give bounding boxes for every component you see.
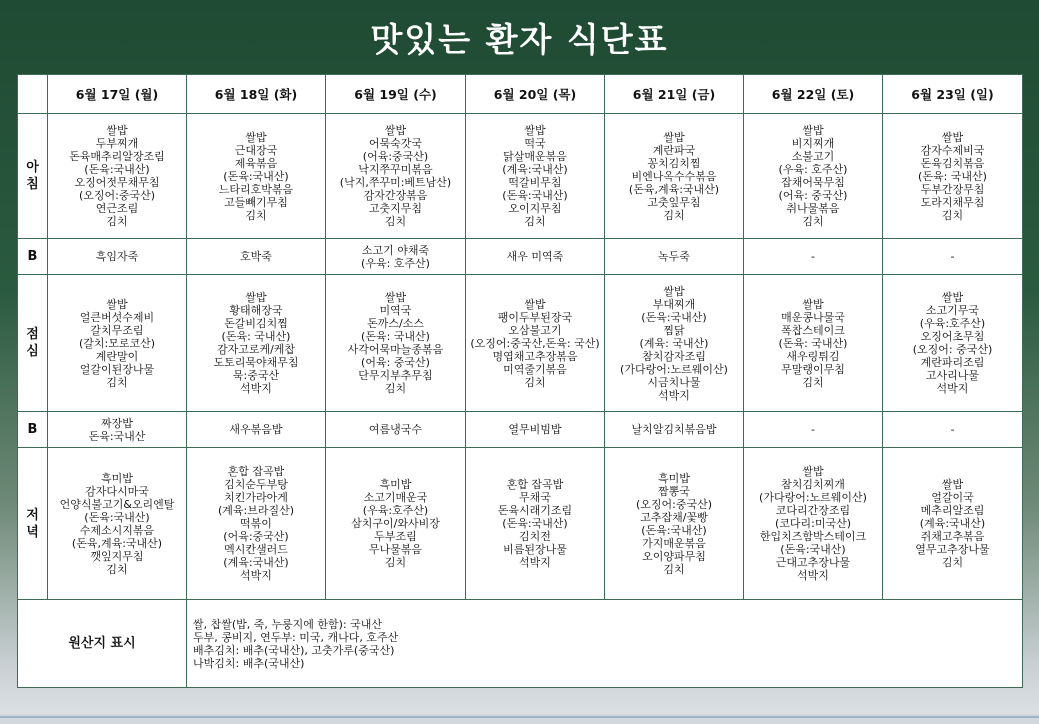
menu-cell [744,114,883,239]
menu-item: 느타리호박볶음 [218,182,294,196]
meal-label-char: 저 [26,507,39,523]
menu-item: 언양식불고기&오리엔탈 [59,497,175,511]
menu-item: 찜닭 [663,323,685,337]
menu-item: 쌀밥 [106,124,128,137]
menu-item: 김치 [524,215,546,228]
menu-item: 계란파리조림 [920,356,985,369]
menu-item: 비엔나옥수수볶음 [631,169,717,183]
menu-item: 계란파국 [652,143,696,157]
menu-item: 감자고로케/케찹 [216,343,296,356]
menu-item: 쌀밥 [106,297,128,311]
menu-cell [744,412,883,448]
origin-line: 쌀, 찹쌀(밥, 죽, 누룽지에 한함): 국내산 [193,617,383,631]
menu-item: 돈갈비김치찜 [224,317,288,330]
origin-line: 나박김치: 배추(국내산) [193,656,305,670]
menu-item: 깻잎지무침 [90,549,144,563]
menu-item: 김치 [384,215,407,228]
menu-cell [883,239,1023,275]
menu-item: 열무비빔밥 [508,423,562,436]
menu-item: 흑미밥 [658,471,690,485]
menu-cell [466,448,605,600]
menu-item: 떡국 [524,137,546,150]
menu-item: (돈육: 국내산) [918,169,987,183]
menu-item: 쌀밥 [245,130,267,144]
menu-cell [326,114,466,239]
menu-item: 미역줄기볶음 [503,362,567,376]
menu-item: 김치전 [519,530,551,543]
menu-item: 감자다시마국 [85,484,149,498]
menu-item: 석박지 [240,382,272,395]
menu-item: 김치 [106,375,128,389]
menu-item: 낙지쭈꾸미볶음 [358,163,433,176]
menu-item: 김치 [802,215,824,228]
menu-item: 오이양파무침 [642,549,706,563]
menu-item: (돈육:국내산) [84,510,150,524]
menu-item: 감자수제비국 [920,143,985,157]
menu-item: 근대고추장나물 [775,556,851,569]
menu-cell [605,239,744,275]
menu-item: 비지찌개 [791,137,835,150]
menu-item: 석박지 [936,382,969,395]
menu-cell [48,114,187,239]
menu-item: 매운콩나물국 [781,310,845,324]
corner-cell [18,75,48,114]
meal-label-char: 침 [26,177,39,192]
menu-item: 폭찹스테이크 [781,323,845,337]
menu-item: 사각어묵마늘종볶음 [347,343,444,356]
menu-item: 오삼불고기 [508,323,562,337]
day-header: 6월 19일 (수) [326,75,466,114]
menu-item: 떡갈비무침 [508,176,562,189]
menu-item: (계육:국내산) [223,556,289,569]
menu-cell [48,412,187,448]
menu-item: 얼갈이된장나물 [79,362,155,376]
menu-item: 김치 [802,375,824,389]
menu-item: 김치 [663,208,685,222]
menu-item: 황태해장국 [229,304,283,317]
menu-item: (돈육: 국내산) [361,330,430,343]
menu-cell [48,275,187,412]
menu-item: 명엽채고추장볶음 [492,349,578,363]
menu-item: 얼큰버섯수제비 [79,310,155,324]
menu-item: (돈육:국내산) [641,310,707,324]
origin-line: 배추김치: 배추(국내산), 고춧가루(중국산) [193,643,395,657]
menu-item: 쌀밥 [663,284,685,298]
menu-item: (오징어:중국산) [78,189,156,202]
menu-item: 제육볶음 [234,156,278,170]
menu-item: 얼갈이국 [931,491,974,504]
menu-item: 도토리묵야채무침 [213,356,299,369]
menu-cell [883,275,1023,412]
menu-item: 두부간장무침 [920,182,985,196]
menu-item: (어육:중국산) [223,530,289,543]
menu-item: (돈육:국내산) [502,189,568,202]
dinner-row [18,448,1023,600]
meal-label-char: 아 [26,160,39,175]
menu-item: 오이지무침 [508,202,562,215]
menu-item: 가지매운볶음 [642,536,706,550]
menu-item: - [950,250,955,263]
menu-item: (가다랑어:노르웨이산) [759,491,867,504]
menu-item: 무채국 [519,491,551,504]
menu-cell [48,239,187,275]
meal-label-char: 녁 [26,524,39,540]
day-header: 6월 20일 (목) [466,75,605,114]
menu-cell [744,275,883,412]
menu-item: 짜장밥 [101,416,133,430]
menu-item: 김치 [663,562,685,576]
menu-item: 짬뽕국 [658,484,690,498]
origin-label-text: 원산지 표시 [68,636,136,651]
menu-item: 꽁치김치찜 [647,156,701,170]
menu-item: (돈육:국내산) [502,517,568,530]
menu-item: 김치 [245,208,267,222]
menu-item: 단무지부추무침 [358,369,433,382]
menu-item: 석박지 [519,556,551,569]
menu-item: - [950,423,955,436]
menu-item: 쌀밥 [941,291,964,304]
menu-item: 무나물볶음 [368,543,423,556]
menu-item: 멕시칸샐러드 [224,543,288,556]
menu-item: (어육:중국산) [362,150,429,163]
menu-cell [466,412,605,448]
menu-item: (오징어:중국산,돈육: 국산) [470,336,600,350]
menu-item: 미역국 [379,304,412,317]
meal-label [18,239,48,275]
menu-item: (계육:국내산) [502,163,568,176]
origin-label [18,600,187,688]
menu-item: (코다리:미국산) [774,517,852,530]
menu-item: 소고기매운국 [363,491,428,504]
menu-item: 돈육:국내산 [88,429,146,443]
menu-item: 수제소시지볶음 [79,523,155,537]
origin-line: 두부, 콩비지, 연두부: 미국, 캐나다, 호주산 [193,630,399,644]
menu-cell [605,448,744,600]
day-header: 6월 21일 (금) [605,75,744,114]
menu-item: 고추잡채/꽃빵 [640,510,708,524]
menu-item: 어묵숙갓국 [368,137,423,150]
menu-item: 메추리알조림 [920,504,985,517]
menu-item: 석박지 [797,569,829,582]
menu-item: 소고기무국 [925,304,980,317]
menu-cell [466,114,605,239]
day-header: 6월 23일 (일) [883,75,1023,114]
menu-item: 한입치즈함박스테이크 [759,530,867,543]
bottom-divider [0,716,1039,718]
menu-item: (가다랑어:노르웨이산) [620,362,728,376]
menu-item: 소고기 야채죽 [361,243,430,257]
meal-label [18,275,48,412]
menu-cell [883,114,1023,239]
menu-item: 흑미밥 [101,471,133,485]
origin-row [18,600,1023,688]
menu-item: 소불고기 [791,150,835,163]
menu-item: 근대장국 [234,143,278,157]
menu-item: 쌀밥 [663,130,685,144]
menu-item: 새우 미역죽 [506,250,564,263]
menu-item: 오징어젓무채무침 [74,176,160,189]
menu-item: 돈육김치볶음 [920,156,985,170]
menu-item: (돈육:국내산) [641,523,707,537]
menu-item: 녹두죽 [658,250,690,263]
menu-item: 시금치나물 [647,375,701,389]
menu-item: 쌀밥 [941,130,964,144]
menu-item: 묵:중국산 [232,369,280,382]
menu-cell [187,448,326,600]
menu-item: 김치 [106,562,128,576]
menu-item: 코다리간장조림 [775,504,851,517]
menu-item: (계육: 국내산) [639,336,709,350]
menu-item: 혼합 잡곡밥 [227,465,285,478]
menu-item: 쌀밥 [941,478,964,491]
menu-cell [187,275,326,412]
menu-cell [326,412,466,448]
menu-item: 김치 [384,382,407,395]
breakfast-row [18,114,1023,239]
menu-item: 돈육시래기조림 [497,504,573,517]
menu-item: 참치김치찌개 [781,478,845,491]
meal-label-char: 점 [26,327,39,342]
day-header: 6월 18일 (화) [187,75,326,114]
menu-item: 쌀밥 [384,291,407,304]
lunch-row [18,275,1023,412]
menu-item: 날치알김치볶음밥 [631,423,717,436]
menu-cell [326,239,466,275]
header-row [18,75,1023,114]
menu-item: (우육: 호주산) [778,163,848,176]
menu-item: (우육:호주산) [919,317,986,330]
menu-item: 돈까스/소스 [367,317,424,330]
menu-item: (우육: 호주산) [361,256,430,270]
menu-item: 쌀밥 [524,124,546,137]
menu-cell [326,275,466,412]
menu-item: 새우볶음밥 [229,423,283,436]
menu-item: 고춧지무침 [368,202,423,215]
menu-cell [187,239,326,275]
menu-item: 김치 [941,208,964,222]
menu-item: 도라지채무침 [920,195,985,209]
menu-item: 취나물볶음 [786,202,840,215]
menu-item: 두부찌개 [95,137,139,150]
menu-item: 무말랭이무침 [781,362,845,376]
menu-item: (돈육:국내산) [84,163,150,176]
menu-item: 호박죽 [240,250,272,263]
menu-item: 쌀밥 [802,465,824,478]
menu-item: (돈육:국내산) [780,543,846,556]
menu-item: 삼치구이/와사비장 [351,517,440,530]
menu-cell [466,275,605,412]
snack-row-morning [18,239,1023,275]
menu-cell [187,114,326,239]
menu-item: 석박지 [240,569,272,582]
meal-label [18,114,48,239]
menu-item: 김치 [106,215,128,228]
meal-label-char: 심 [26,344,39,359]
menu-item: 고들빼기무침 [224,195,288,209]
origin-text [187,600,1023,688]
menu-item: 닭살매운볶음 [503,150,567,163]
menu-item: 흑미밥 [379,478,412,491]
menu-item: (돈육: 국내산) [778,336,848,350]
menu-item: 김치순두부탕 [224,478,288,491]
menu-cell [744,448,883,600]
menu-item: (계육:브라질산) [217,504,295,517]
menu-item: 김치 [524,375,546,389]
menu-item: - [811,250,815,263]
menu-item: (오징어: 중국산) [912,343,993,356]
menu-item: 쌀밥 [245,291,267,304]
menu-cell [466,239,605,275]
menu-item: 갈치무조림 [90,323,144,337]
menu-item: 감자간장볶음 [363,189,428,202]
menu-item: 잡채어묵무침 [781,176,845,189]
menu-item: (돈육,계육:국내산) [628,182,720,196]
menu-cell [605,114,744,239]
menu-item: 쌀밥 [802,124,824,137]
menu-table [17,74,1023,688]
menu-cell [48,448,187,600]
menu-item: (계육:국내산) [919,517,986,530]
day-header: 6월 22일 (토) [744,75,883,114]
menu-item: 새우링튀김 [786,349,840,363]
menu-item: 떡볶이 [240,517,272,530]
menu-item: 쥐채고추볶음 [920,530,985,543]
menu-item: (돈육:국내산) [223,169,289,183]
menu-cell [605,275,744,412]
meal-label-char: B [27,249,38,264]
menu-cell [744,239,883,275]
menu-item: 김치 [941,556,964,569]
menu-item: (낙지,쭈꾸미:베트남산) [339,176,452,189]
menu-item: 참치감자조림 [642,349,706,363]
menu-item: 석박지 [658,388,690,402]
page-title: 맛있는 환자 식단표 [370,19,669,59]
menu-item: 혼합 잡곡밥 [506,478,564,491]
menu-item: (오징어:중국산) [635,497,713,511]
meal-label [18,412,48,448]
menu-item: 쌀밥 [524,297,546,311]
menu-item: 여름냉국수 [368,423,423,436]
meal-label-char: B [27,422,38,437]
menu-item: 흑임자죽 [95,250,139,263]
menu-item: (돈육: 국내산) [221,330,291,343]
menu-item: 연근조림 [95,202,139,215]
menu-item: 계란말이 [95,349,139,363]
menu-item: 팽이두부된장국 [497,310,573,324]
menu-item: (돈육,계육:국내산) [71,536,163,550]
menu-cell [883,412,1023,448]
menu-item: 쌀밥 [384,124,407,137]
menu-item: 열무고추장나물 [915,543,990,556]
menu-item: 고사리나물 [925,369,980,382]
menu-item: (어육: 중국산) [361,356,430,369]
menu-item: 오징어초무침 [920,330,985,343]
menu-item: 돈육매추리알장조림 [69,150,165,163]
menu-item: 쌀밥 [802,297,824,311]
menu-item: (갈치:모로코산) [78,336,156,350]
menu-item: 치킨가라아게 [224,491,288,504]
menu-item: 김치 [384,556,407,569]
menu-item: (어육: 중국산) [778,189,848,202]
menu-item: 고춧잎무침 [647,195,701,209]
menu-cell [187,412,326,448]
menu-item: 비름된장나물 [503,543,567,556]
menu-cell [605,412,744,448]
day-header: 6월 17일 (월) [48,75,187,114]
menu-item: - [811,423,815,436]
menu-item: 두부조림 [374,530,417,543]
menu-item: (우육:호주산) [362,504,429,517]
menu-item: 부대찌개 [652,297,696,311]
menu-cell [326,448,466,600]
meal-label [18,448,48,600]
menu-cell [883,448,1023,600]
snack-row-afternoon [18,412,1023,448]
